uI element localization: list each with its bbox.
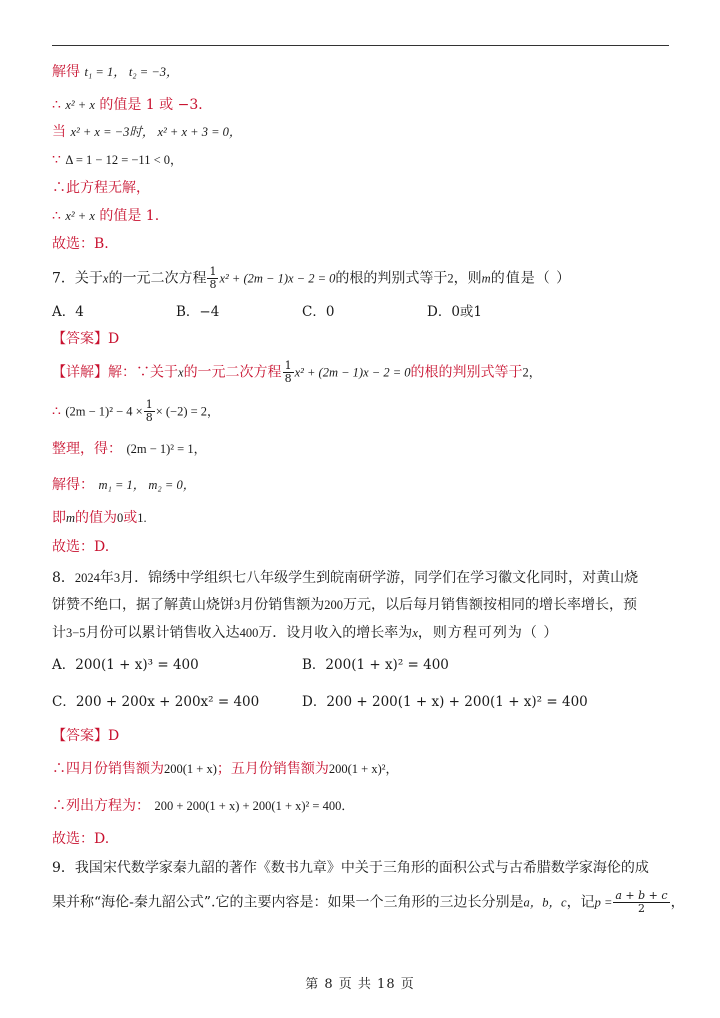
text: 故选：B. [52, 236, 109, 252]
fraction [207, 266, 218, 291]
header-rule [52, 45, 669, 46]
number: 3 [113, 571, 121, 585]
text: 的值为 [75, 510, 118, 526]
fraction [283, 360, 294, 385]
solution-line-2 [52, 95, 692, 115]
math: 200(1 + x)²， [328, 762, 398, 776]
text: 的值是（ ） [490, 270, 572, 287]
text: 解得： [52, 477, 94, 493]
math: 200 + 200(1 + x) + 200(1 + x)² = 400． [154, 799, 354, 813]
text: 即 [52, 510, 66, 526]
math: x² + x = −3时， x² + x + 3 = 0， [70, 125, 242, 139]
q8-answer: 【答案】D [52, 728, 120, 744]
q7-step-1 [52, 399, 692, 424]
text: 月份可以累计销售收入达 [85, 625, 240, 641]
denominator: 8 [284, 372, 292, 385]
solution-line-4 [52, 150, 692, 170]
q7-detail [52, 360, 692, 385]
number: 3−5 [66, 626, 86, 640]
question-9-line-2 [52, 890, 692, 915]
text: 整理，得： [52, 441, 122, 457]
math: x² + x [65, 209, 95, 223]
equation: x² + (2m − 1)x − 2 = 0 [219, 271, 336, 286]
q8-option-c: C．200 + 200x + 200x² = 400 [52, 694, 260, 710]
variable: m [481, 271, 491, 286]
text: 【详解】解：∵关于 [52, 364, 178, 381]
text: 果并称“海伦-秦九韶公式”.它的主要内容是：如果一个三角形的三边长分别是 [52, 894, 524, 911]
variable: x [102, 271, 109, 286]
solution-choice [52, 234, 692, 254]
variables: a，b，c [523, 895, 567, 910]
q7-option-c: C．0 [302, 304, 335, 320]
math: (2m − 1)² − 4 × [65, 404, 143, 419]
text: ∴ [52, 403, 61, 420]
number: 3 [234, 598, 241, 612]
equation: x² + (2m − 1)x − 2 = 0 [294, 365, 411, 380]
number: 200 [324, 598, 343, 612]
text: 解得 [52, 64, 80, 80]
q7-step-3 [52, 475, 692, 495]
solution-line-1 [52, 62, 692, 82]
number: 400 [239, 626, 259, 640]
text: 年 [99, 570, 114, 586]
fraction [144, 399, 155, 424]
number: 2， [522, 365, 542, 380]
number: 1. [137, 511, 147, 525]
number: 2 [447, 271, 454, 286]
math: × (−2) = 2， [155, 404, 220, 419]
text: 7．关于 [52, 270, 103, 287]
text: ；五月份销售额为 [216, 761, 329, 777]
text: 的根的判别式等于 [335, 270, 448, 287]
number: 0 [117, 511, 124, 525]
math: x² + x [65, 98, 95, 112]
q7-answer: 【答案】D [52, 331, 120, 347]
variable: m [66, 511, 76, 525]
text: 的值是 1 或 −3． [99, 97, 213, 113]
numerator: a + b + c [615, 889, 668, 902]
text: 饼赞不绝口，据了解黄山烧饼 [52, 597, 234, 613]
question-8-line-3 [52, 623, 692, 643]
q7-step-2 [52, 439, 692, 459]
text: 万元，以后每月销售额按相同的增长率增长，预 [343, 597, 637, 613]
variable: x [178, 365, 184, 380]
text: ，则 [453, 270, 482, 287]
question-8-line-1 [52, 568, 692, 588]
text: ，则方程可列为（ ） [417, 625, 559, 641]
text: 8． [52, 570, 75, 586]
question-8-line-2 [52, 595, 692, 615]
math: p = [594, 895, 613, 910]
q7-option-d: D．0或1 [427, 304, 483, 320]
denominator: 2 [637, 902, 645, 915]
numerator: 1 [284, 359, 292, 372]
q8-analysis-2 [52, 796, 692, 816]
denominator: 8 [209, 278, 217, 291]
numerator: 1 [145, 398, 153, 411]
text: ∴ [52, 97, 61, 113]
variable: x [412, 626, 418, 640]
text: 万．设月收入的增长率为 [258, 625, 413, 641]
q7-option-a: A．4 [52, 304, 84, 320]
q8-option-b: B．200(1 + x)² = 400 [302, 657, 449, 673]
math: 200(1 + x) [164, 762, 217, 776]
text: 当 [52, 124, 66, 140]
solution-line-5 [52, 178, 692, 198]
text: ∵ [52, 152, 61, 168]
text: ，记 [566, 894, 595, 911]
math: t₁ = 1， t₂ = −3， [84, 65, 179, 79]
text: ， [670, 894, 685, 911]
text: 或 [123, 510, 138, 526]
question-7-stem [52, 266, 692, 291]
text: 的值是 1. [99, 208, 160, 224]
q7-option-b: B．−4 [176, 304, 220, 320]
denominator: 8 [145, 411, 153, 424]
q8-choice: 故选：D. [52, 831, 110, 847]
text: ∴列出方程为： [52, 798, 150, 814]
text: 的根的判别式等于 [410, 364, 523, 381]
text: ∴四月份销售额为 [52, 761, 164, 777]
math: Δ = 1 − 12 = −11 < 0， [65, 153, 183, 167]
text: 月．锦绣中学组织七八年级学生到皖南研学游，同学们在学习徽文化同时，对黄山烧 [120, 570, 639, 586]
q8-option-a: A．200(1 + x)³ = 400 [52, 657, 199, 673]
question-9-line-1: 9．我国宋代数学家秦九韶的著作《数书九章》中关于三角形的面积公式与古希腊数学家海伦的成 [52, 860, 649, 876]
math: (2m − 1)² = 1， [126, 442, 207, 456]
q7-step-4 [52, 508, 692, 528]
q8-option-d: D．200 + 200(1 + x) + 200(1 + x)² = 400 [302, 694, 588, 710]
q7-choice: 故选：D. [52, 539, 110, 555]
q8-analysis-1 [52, 759, 692, 779]
text: 的一元二次方程 [183, 364, 282, 381]
page-footer: 第 8 页 共 18 页 [305, 977, 415, 992]
number: 2024 [74, 571, 100, 585]
fraction [613, 890, 669, 915]
text: 月份销售额为 [240, 597, 325, 613]
math: m₁ = 1， m₂ = 0， [98, 478, 196, 492]
solution-line-3 [52, 122, 692, 142]
text: ∴此方程无解， [52, 180, 150, 196]
text: ∴ [52, 208, 61, 224]
text: 计 [52, 625, 66, 641]
text: 的一元二次方程 [108, 270, 207, 287]
numerator: 1 [209, 265, 217, 278]
solution-line-6 [52, 206, 692, 226]
